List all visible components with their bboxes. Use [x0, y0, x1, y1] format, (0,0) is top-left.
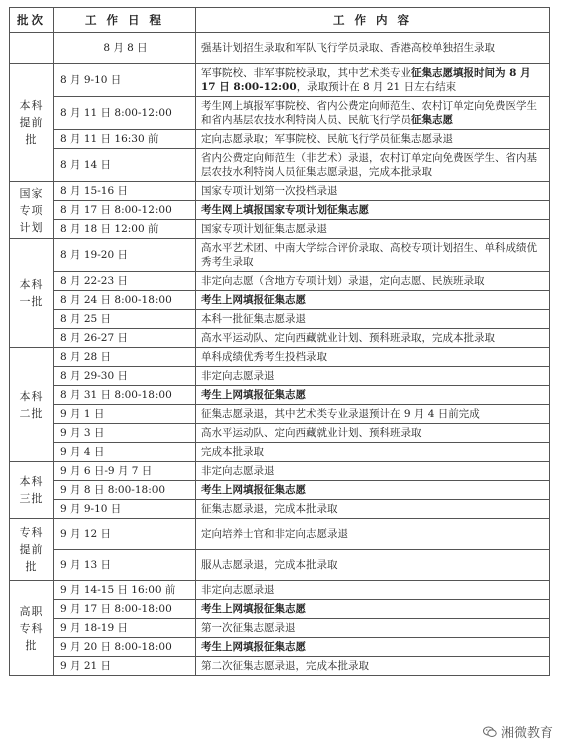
content-text: 强基计划招生录取和军队飞行学员录取、香港高校单独招生录取: [201, 42, 495, 54]
date-cell: 8 月 22-23 日: [54, 272, 196, 291]
date-cell: 9 月 13 日: [54, 550, 196, 581]
table-row: [10, 201, 550, 220]
content-cell: [196, 657, 550, 676]
batch-cell: [10, 33, 54, 64]
date-cell: 8 月 31 日 8:00-18:00: [54, 386, 196, 405]
date-cell: 9 月 4 日: [54, 443, 196, 462]
content-cell: [196, 348, 550, 367]
date-cell: 9 月 9-10 日: [54, 500, 196, 519]
table-row: [10, 310, 550, 329]
content-text: 第二次征集志愿录退，完成本批录取: [201, 660, 369, 672]
content-cell: [196, 519, 550, 550]
content-text: 国家专项计划征集志愿录退: [201, 223, 327, 235]
content-text: 定向培养士官和非定向志愿录退: [201, 528, 348, 540]
date-cell: 9 月 21 日: [54, 657, 196, 676]
table-row: [10, 291, 550, 310]
table-row: [10, 481, 550, 500]
batch-cell: 高职 专科 批: [10, 581, 54, 676]
content-cell: [196, 201, 550, 220]
content-text: 考生网上填报军事院校、省内公费定向师范生、农村订单定向免费医学生和省内基层农技水利特岗人员、民航飞行学员: [201, 100, 537, 126]
table-row: [10, 443, 550, 462]
content-cell: [196, 550, 550, 581]
date-cell: 9 月 12 日: [54, 519, 196, 550]
table-body: [10, 33, 550, 676]
date-cell: 9 月 14-15 日 16:00 前: [54, 581, 196, 600]
content-bold-text: 征集志愿: [411, 114, 453, 126]
batch-cell: 本科 二批: [10, 348, 54, 462]
table-header-row: [10, 8, 550, 33]
content-text: 非定向志愿（含地方专项计划）录退，定向志愿、民族班录取: [201, 275, 485, 287]
content-text: 高水平运动队、定向西藏就业计划、预科班录取，完成本批录取: [201, 332, 495, 344]
batch-cell: 专科 提前 批: [10, 519, 54, 581]
content-bold-text: 考生网上填报国家专项计划征集志愿: [201, 204, 369, 216]
table-row: [10, 519, 550, 550]
content-cell: [196, 500, 550, 519]
table-row: [10, 550, 550, 581]
watermark-text: 湘微教育: [500, 726, 553, 741]
table-row: [10, 220, 550, 239]
content-cell: [196, 600, 550, 619]
content-cell: [196, 619, 550, 638]
content-text: 定向志愿录取；军事院校、民航飞行学员征集志愿录退: [201, 133, 453, 145]
batch-cell: 本科 一批: [10, 239, 54, 348]
date-cell: 8 月 9-10 日: [54, 64, 196, 97]
content-text: 征集志愿录退，完成本批录取: [201, 503, 338, 515]
date-cell: 9 月 18-19 日: [54, 619, 196, 638]
content-cell: [196, 386, 550, 405]
content-cell: [196, 149, 550, 182]
content-cell: [196, 310, 550, 329]
table-row: [10, 33, 550, 64]
header-schedule: 工 作 日 程: [54, 8, 196, 33]
content-cell: [196, 405, 550, 424]
table-row: [10, 657, 550, 676]
table-row: [10, 581, 550, 600]
content-cell: [196, 97, 550, 130]
table-row: [10, 600, 550, 619]
batch-cell: 本科 三批: [10, 462, 54, 519]
content-cell: [196, 367, 550, 386]
date-cell: 9 月 1 日: [54, 405, 196, 424]
content-text: 征集志愿录退，其中艺术类专业录退预计在 9 月 4 日前完成: [201, 408, 480, 420]
table-row: [10, 239, 550, 272]
content-bold-text: 考生上网填报征集志愿: [201, 484, 306, 496]
table-row: [10, 405, 550, 424]
date-cell: 8 月 15-16 日: [54, 182, 196, 201]
content-cell: [196, 33, 550, 64]
date-cell: 8 月 18 日 12:00 前: [54, 220, 196, 239]
table-row: [10, 272, 550, 291]
content-cell: [196, 272, 550, 291]
content-cell: [196, 291, 550, 310]
wechat-icon: [483, 726, 497, 738]
content-text: 军事院校、非军事院校录取，其中艺术类专业: [201, 67, 411, 79]
content-cell: [196, 462, 550, 481]
content-bold-text: 考生上网填报征集志愿: [201, 603, 306, 615]
content-text: 本科一批征集志愿录退: [201, 313, 306, 325]
table-row: [10, 619, 550, 638]
header-content: 工 作 内 容: [196, 8, 550, 33]
table-row: [10, 386, 550, 405]
date-cell: 9 月 6 日-9 月 7 日: [54, 462, 196, 481]
header-batch: 批次: [10, 8, 54, 33]
table-row: [10, 130, 550, 149]
batch-cell: 国家 专项 计划: [10, 182, 54, 239]
date-cell: 8 月 25 日: [54, 310, 196, 329]
content-bold-text: 征集志愿填报时间为 8 月 17 日 8:00-12:00: [201, 67, 531, 93]
content-bold-text: 考生上网填报征集志愿: [201, 641, 306, 653]
table-row: [10, 638, 550, 657]
content-bold-text: 考生上网填报征集志愿: [201, 389, 306, 401]
date-cell: 9 月 3 日: [54, 424, 196, 443]
date-cell: 8 月 11 日 16:30 前: [54, 130, 196, 149]
schedule-table: [9, 7, 550, 676]
content-text: 完成本批录取: [201, 446, 264, 458]
table-row: [10, 149, 550, 182]
content-bold-text: 考生上网填报征集志愿: [201, 294, 306, 306]
table-row: [10, 64, 550, 97]
content-text: 非定向志愿录退: [201, 465, 275, 477]
content-text: 单科成绩优秀考生投档录取: [201, 351, 327, 363]
content-cell: [196, 638, 550, 657]
content-cell: [196, 220, 550, 239]
date-cell: 9 月 8 日 8:00-18:00: [54, 481, 196, 500]
date-cell: 8 月 26-27 日: [54, 329, 196, 348]
schedule-sheet: [9, 7, 549, 676]
date-cell: 9 月 20 日 8:00-18:00: [54, 638, 196, 657]
date-cell: 8 月 8 日: [54, 33, 196, 64]
date-cell: 8 月 14 日: [54, 149, 196, 182]
content-text: 高水平运动队、定向西藏就业计划、预科班录取: [201, 427, 422, 439]
table-row: [10, 462, 550, 481]
date-cell: 8 月 29-30 日: [54, 367, 196, 386]
content-cell: [196, 329, 550, 348]
table-row: [10, 367, 550, 386]
content-text: ，录取预计在 8 月 21 日左右结束: [296, 81, 457, 93]
date-cell: 8 月 17 日 8:00-12:00: [54, 201, 196, 220]
table-row: [10, 97, 550, 130]
date-cell: 8 月 24 日 8:00-18:00: [54, 291, 196, 310]
table-row: [10, 348, 550, 367]
content-text: 服从志愿录退，完成本批录取: [201, 559, 338, 571]
content-cell: [196, 182, 550, 201]
content-cell: [196, 64, 550, 97]
table-row: [10, 424, 550, 443]
content-text: 省内公费定向师范生（非艺术）录退，农村订单定向免费医学生、省内基层农技水利特岗人员征集志愿录退，完成本批录取: [201, 152, 537, 178]
content-text: 非定向志愿录退: [201, 584, 275, 596]
content-text: 国家专项计划第一次投档录退: [201, 185, 338, 197]
watermark: [480, 721, 556, 742]
content-cell: [196, 481, 550, 500]
content-cell: [196, 443, 550, 462]
date-cell: 8 月 11 日 8:00-12:00: [54, 97, 196, 130]
content-cell: [196, 581, 550, 600]
date-cell: 9 月 17 日 8:00-18:00: [54, 600, 196, 619]
content-text: 非定向志愿录退: [201, 370, 275, 382]
date-cell: 8 月 19-20 日: [54, 239, 196, 272]
content-text: 第一次征集志愿录退: [201, 622, 296, 634]
table-row: [10, 500, 550, 519]
content-cell: [196, 239, 550, 272]
table-row: [10, 182, 550, 201]
content-cell: [196, 424, 550, 443]
batch-cell: 本科 提前 批: [10, 64, 54, 182]
date-cell: 8 月 28 日: [54, 348, 196, 367]
table-row: [10, 329, 550, 348]
content-cell: [196, 130, 550, 149]
content-text: 高水平艺术团、中南大学综合评价录取、高校专项计划招生、单科成绩优秀考生录取: [201, 242, 537, 268]
